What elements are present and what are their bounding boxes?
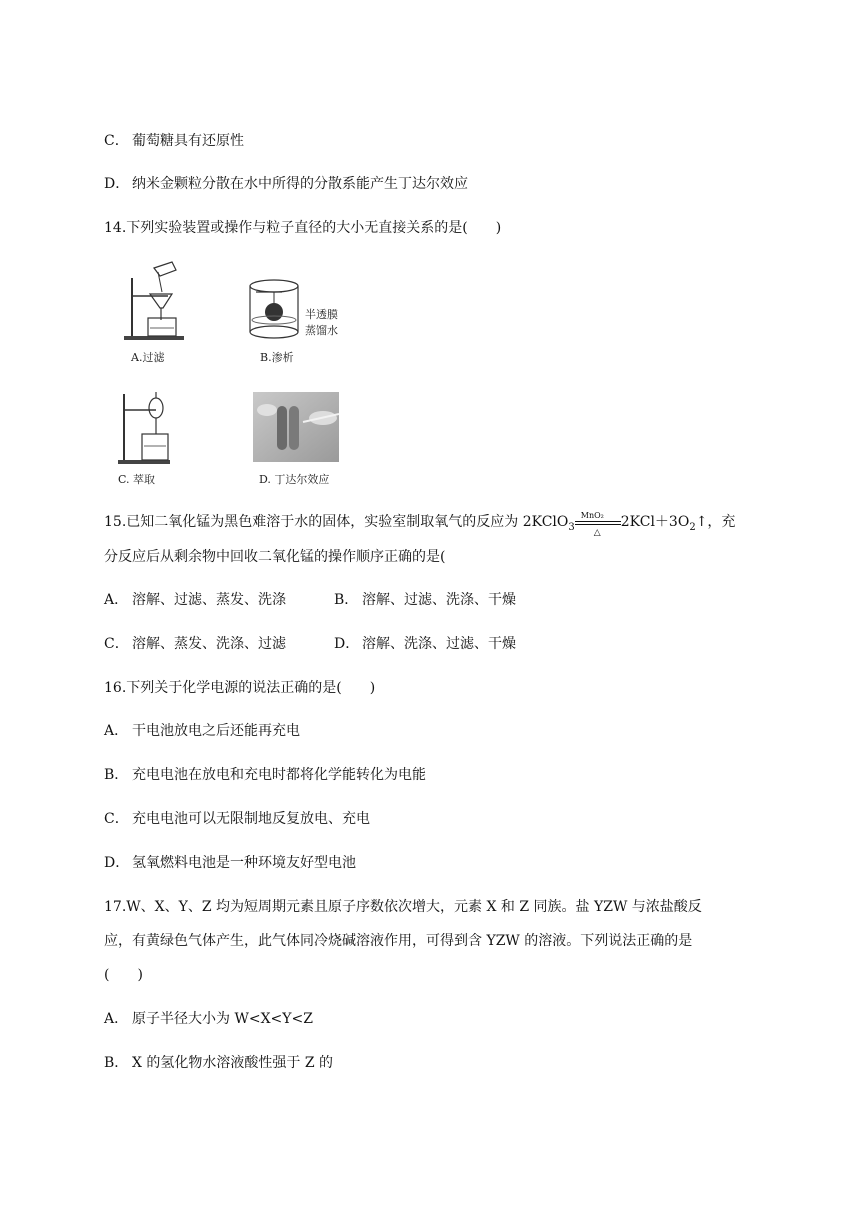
tyndall-effect-photo: [253, 392, 339, 462]
q16-option-a: [104, 721, 300, 741]
option-text: 溶解、洗涤、过滤、干燥: [362, 636, 516, 652]
option-text: X 的氢化物水溶液酸性强于 Z 的: [132, 1055, 334, 1071]
filtration-apparatus-figure: [120, 258, 195, 346]
option-letter: A．: [104, 723, 129, 739]
q13-option-d: [104, 174, 468, 194]
q15-stem-text: ↑，充: [695, 514, 736, 530]
option-letter: B．: [104, 1055, 129, 1071]
q17-stem-line1: 17.W、X、Y、Z 均为短周期元素且原子序数依次增大，元素 X 和 Z 同族。盐 YZW 与浓盐酸反: [104, 899, 702, 915]
extraction-apparatus-figure: [116, 388, 176, 468]
option-text: 充电电池在放电和充电时都将化学能转化为电能: [132, 767, 426, 783]
reaction-condition: [575, 511, 621, 538]
q15-stem-line2: 分反应后从剩余物中回收二氧化锰的操作顺序正确的是(: [104, 549, 446, 565]
q14-stem: 14.下列实验装置或操作与粒子直径的大小无直接关系的是( ): [104, 220, 502, 236]
q17-stem-line2: 应，有黄绿色气体产生，此气体同冷烧碱溶液作用，可得到含 YZW 的溶液。下列说法正确的是: [104, 933, 693, 949]
figure-a-caption: A.过滤: [131, 351, 165, 364]
figure-c-caption: C. 萃取: [118, 473, 156, 486]
q16-stem: 16.下列关于化学电源的说法正确的是( ): [104, 680, 376, 696]
q16-option-c: [104, 809, 370, 829]
catalyst-label: MnO₂: [580, 511, 604, 520]
q13-option-c: [104, 131, 244, 151]
option-text: 氢氧燃料电池是一种环境友好型电池: [132, 855, 356, 871]
option-letter: D．: [104, 176, 130, 192]
q17-stem-line3: ( ): [104, 967, 143, 983]
heat-symbol: △: [593, 528, 601, 538]
subscript: 3: [568, 521, 575, 533]
option-text: 干电池放电之后还能再充电: [132, 723, 300, 739]
option-letter: D．: [104, 855, 130, 871]
option-letter: B．: [104, 767, 129, 783]
subscript: 2: [689, 521, 696, 533]
option-letter: A．: [104, 592, 129, 608]
q17-option-a: [104, 1009, 313, 1029]
option-letter: C．: [104, 636, 129, 652]
q15-option-d: [334, 634, 516, 654]
option-text: 溶解、蒸发、洗涤、过滤: [132, 636, 286, 652]
q15-stem-line1: [104, 512, 735, 538]
q15-option-b: [334, 590, 516, 610]
option-text: 原子半径大小为 W<X<Y<Z: [132, 1011, 313, 1027]
option-text: 纳米金颗粒分散在水中所得的分散系能产生丁达尔效应: [132, 176, 468, 192]
q15-option-a: [104, 590, 286, 610]
figure-b-caption: B.渗析: [260, 351, 294, 364]
figure-d-caption: D. 丁达尔效应: [259, 473, 330, 486]
option-letter: D．: [334, 636, 360, 652]
option-letter: A．: [104, 1011, 129, 1027]
dialysis-apparatus-figure: [246, 276, 302, 342]
q15-option-c: [104, 634, 286, 654]
option-text: 充电电池可以无限制地反复放电、充电: [132, 811, 370, 827]
q17-option-b: [104, 1053, 333, 1073]
q16-option-b: [104, 765, 426, 785]
option-letter: B．: [334, 592, 359, 608]
option-text: 溶解、过滤、洗涤、干燥: [362, 592, 516, 608]
q15-stem-text: 2KCl＋3O: [620, 514, 690, 530]
q15-stem-text: 15.已知二氧化锰为黑色难溶于水的固体，实验室制取氧气的反应为 2KClO: [104, 514, 569, 530]
option-letter: C．: [104, 133, 129, 149]
semipermeable-membrane-label: 半透膜: [305, 308, 338, 321]
option-text: 溶解、过滤、蒸发、洗涤: [132, 592, 286, 608]
q16-option-d: [104, 853, 356, 873]
option-letter: C．: [104, 811, 129, 827]
option-text: 葡萄糖具有还原性: [132, 133, 244, 149]
distilled-water-label: 蒸馏水: [305, 324, 338, 337]
